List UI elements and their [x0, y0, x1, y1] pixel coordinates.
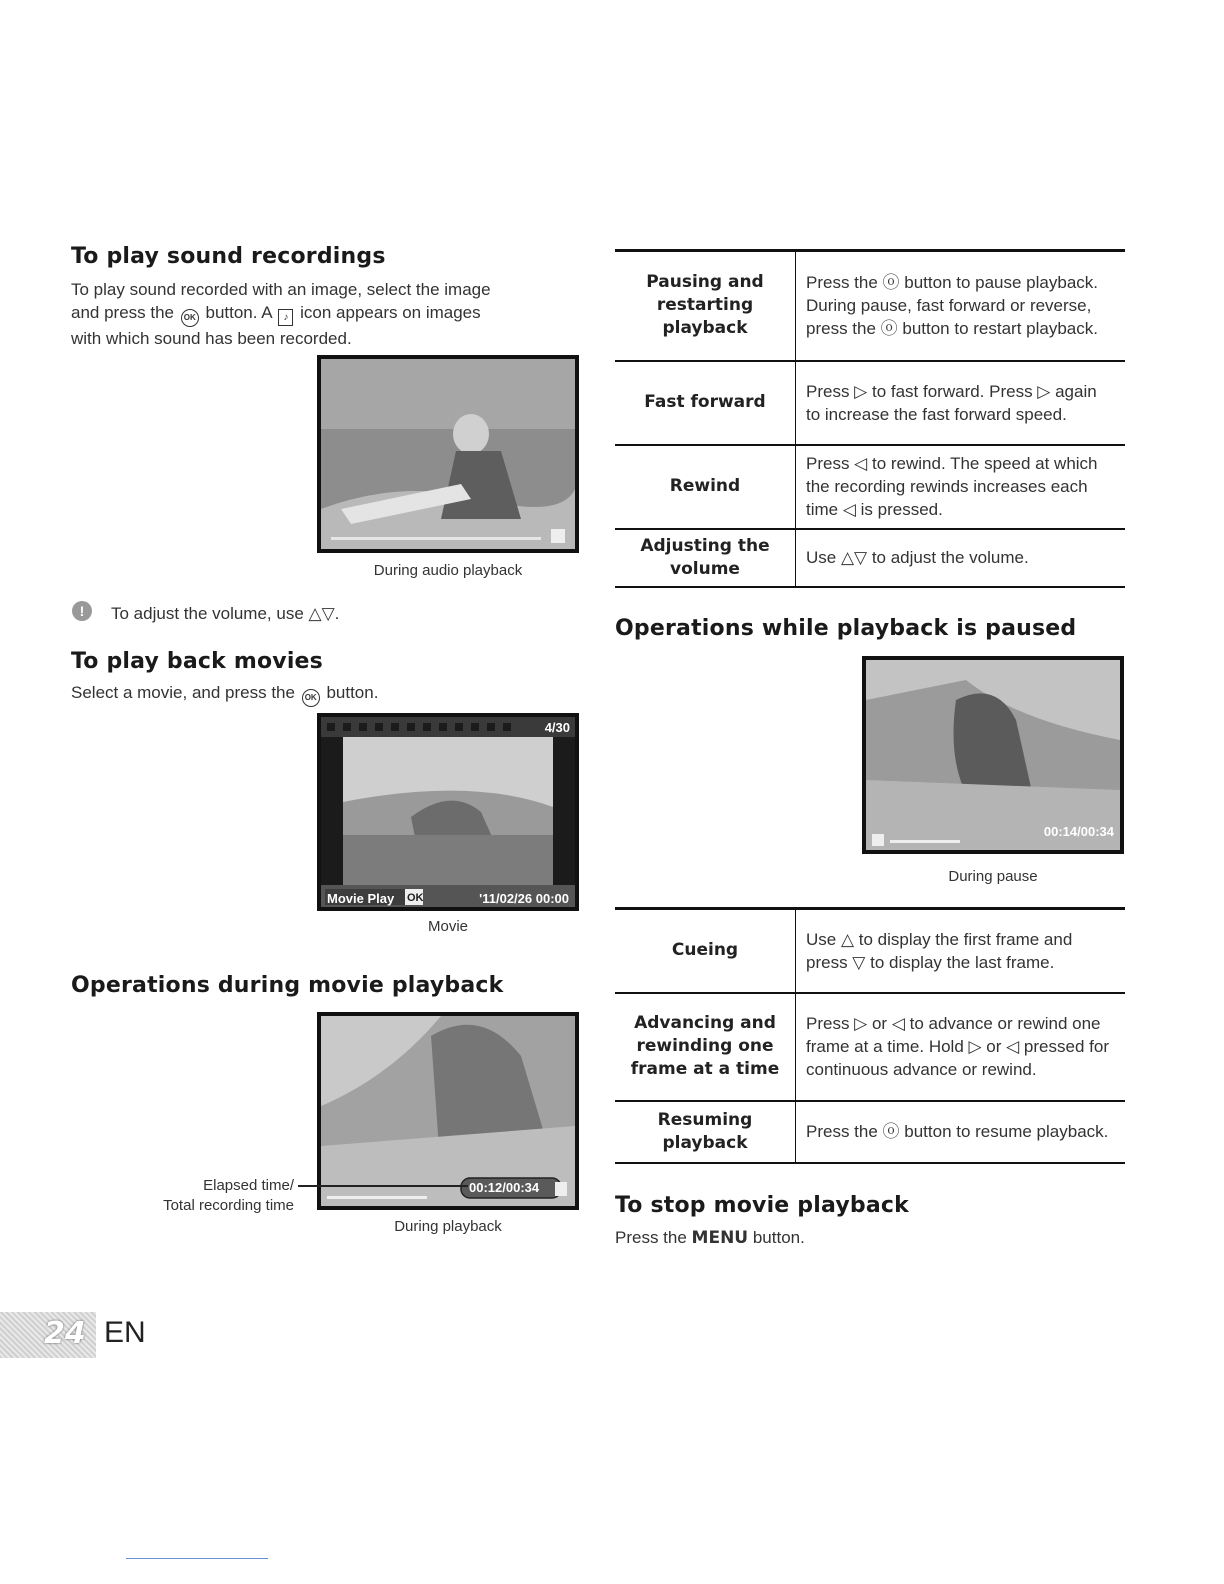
- row-label: Cueing: [615, 909, 796, 993]
- pause-caption: During pause: [948, 868, 1038, 885]
- sound-line2a: and press the: [71, 303, 175, 322]
- sound-line2c: icon appears on images: [300, 303, 481, 322]
- stop-text-b: button.: [752, 1228, 805, 1247]
- row-label: Fast forward: [615, 361, 796, 445]
- elapsed-label: [130, 1176, 294, 1216]
- row-text: Press the ⓞ button to pause playback. During pause, fast forward or reverse, press the ⓞ button to restart playback.: [806, 273, 1099, 339]
- audio-playback-image: [321, 359, 575, 549]
- during-playback-screen: [317, 1012, 579, 1210]
- pause-icon: [872, 834, 884, 846]
- movie-play-label: Movie Play: [327, 891, 395, 906]
- stop-text-a: Press the: [615, 1228, 687, 1247]
- movie-counter: 4/30: [544, 720, 570, 735]
- table-row: [615, 1101, 1125, 1163]
- during-time: 00:12/00:34: [469, 1180, 540, 1195]
- movies-line1a: Select a movie, and press the: [71, 683, 295, 702]
- movie-caption: Movie: [427, 918, 468, 935]
- movies-paragraph: [71, 681, 378, 707]
- table-row: [615, 445, 1125, 529]
- stop-paragraph: [615, 1226, 805, 1250]
- volume-icon: [555, 1182, 567, 1196]
- row-text: Use △ to display the first frame and press ▽ to display the last frame.: [806, 929, 1073, 972]
- movie-ok-label: OK: [407, 892, 424, 904]
- elapsed-leader-line: [298, 1185, 468, 1187]
- ok-button-icon: OK: [302, 689, 320, 707]
- playback-operations-table: [615, 249, 1125, 588]
- movie-screen: [317, 713, 579, 911]
- heading-play-movies: To play back movies: [71, 649, 323, 674]
- row-label: Adjusting the volume: [615, 529, 796, 587]
- elapsed-label-1: Elapsed time/: [203, 1177, 294, 1194]
- page-number: 24: [44, 1316, 86, 1351]
- movie-datetime: '11/02/26 00:00: [479, 891, 569, 906]
- row-text: Press ◁ to rewind. The speed at which the recording rewinds increases each time ◁ is pressed.: [806, 454, 1098, 519]
- sound-line3: with which sound has been recorded.: [71, 329, 352, 348]
- heading-play-sound: To play sound recordings: [71, 244, 386, 269]
- sound-line1: To play sound recorded with an image, select the image: [71, 280, 491, 299]
- row-text: Use △▽ to adjust the volume.: [806, 548, 1029, 567]
- table-row: [615, 909, 1125, 993]
- table-row: [615, 529, 1125, 587]
- sound-line2b: button. A: [205, 303, 272, 322]
- pause-screen: [862, 656, 1124, 854]
- pause-time: 00:14/00:34: [1043, 824, 1114, 839]
- table-row: [615, 993, 1125, 1101]
- row-label: Resuming playback: [615, 1101, 796, 1163]
- movie-image: [321, 717, 575, 907]
- table-row: [615, 251, 1125, 361]
- row-label: Rewind: [615, 445, 796, 529]
- heading-stop-playback: To stop movie playback: [615, 1193, 909, 1218]
- row-label: Advancing and rewinding one frame at a time: [615, 993, 796, 1101]
- pause-image: [866, 660, 1120, 850]
- heading-while-paused: Operations while playback is paused: [615, 616, 1077, 641]
- audio-caption: During audio playback: [373, 562, 523, 579]
- page-language: EN: [104, 1316, 146, 1349]
- menu-button-label: MENU: [691, 1228, 749, 1248]
- row-label: Pausing and restarting playback: [615, 251, 796, 361]
- ok-button-icon: OK: [181, 309, 199, 327]
- row-text: Press the ⓞ button to resume playback.: [806, 1122, 1109, 1141]
- pause-operations-table: [615, 907, 1125, 1164]
- elapsed-label-2: Total recording time: [163, 1197, 294, 1214]
- note-icon: !: [72, 601, 92, 621]
- bottom-rule: [126, 1558, 268, 1559]
- row-text: Press ▷ to fast forward. Press ▷ again to increase the fast forward speed.: [806, 381, 1097, 424]
- sound-paragraph: [71, 278, 571, 350]
- table-row: [615, 361, 1125, 445]
- volume-icon: [551, 529, 565, 543]
- during-caption: During playback: [394, 1218, 502, 1235]
- audio-playback-screen: [317, 355, 579, 553]
- during-playback-image: [321, 1016, 575, 1206]
- movies-line1b: button.: [326, 683, 379, 702]
- sound-icon: ♪: [278, 309, 293, 326]
- row-text: Press ▷ or ◁ to advance or rewind one frame at a time. Hold ▷ or ◁ pressed for continuous advance or rewind.: [806, 1014, 1109, 1079]
- heading-during-playback: Operations during movie playback: [71, 973, 504, 998]
- volume-note: To adjust the volume, use △▽.: [111, 604, 340, 623]
